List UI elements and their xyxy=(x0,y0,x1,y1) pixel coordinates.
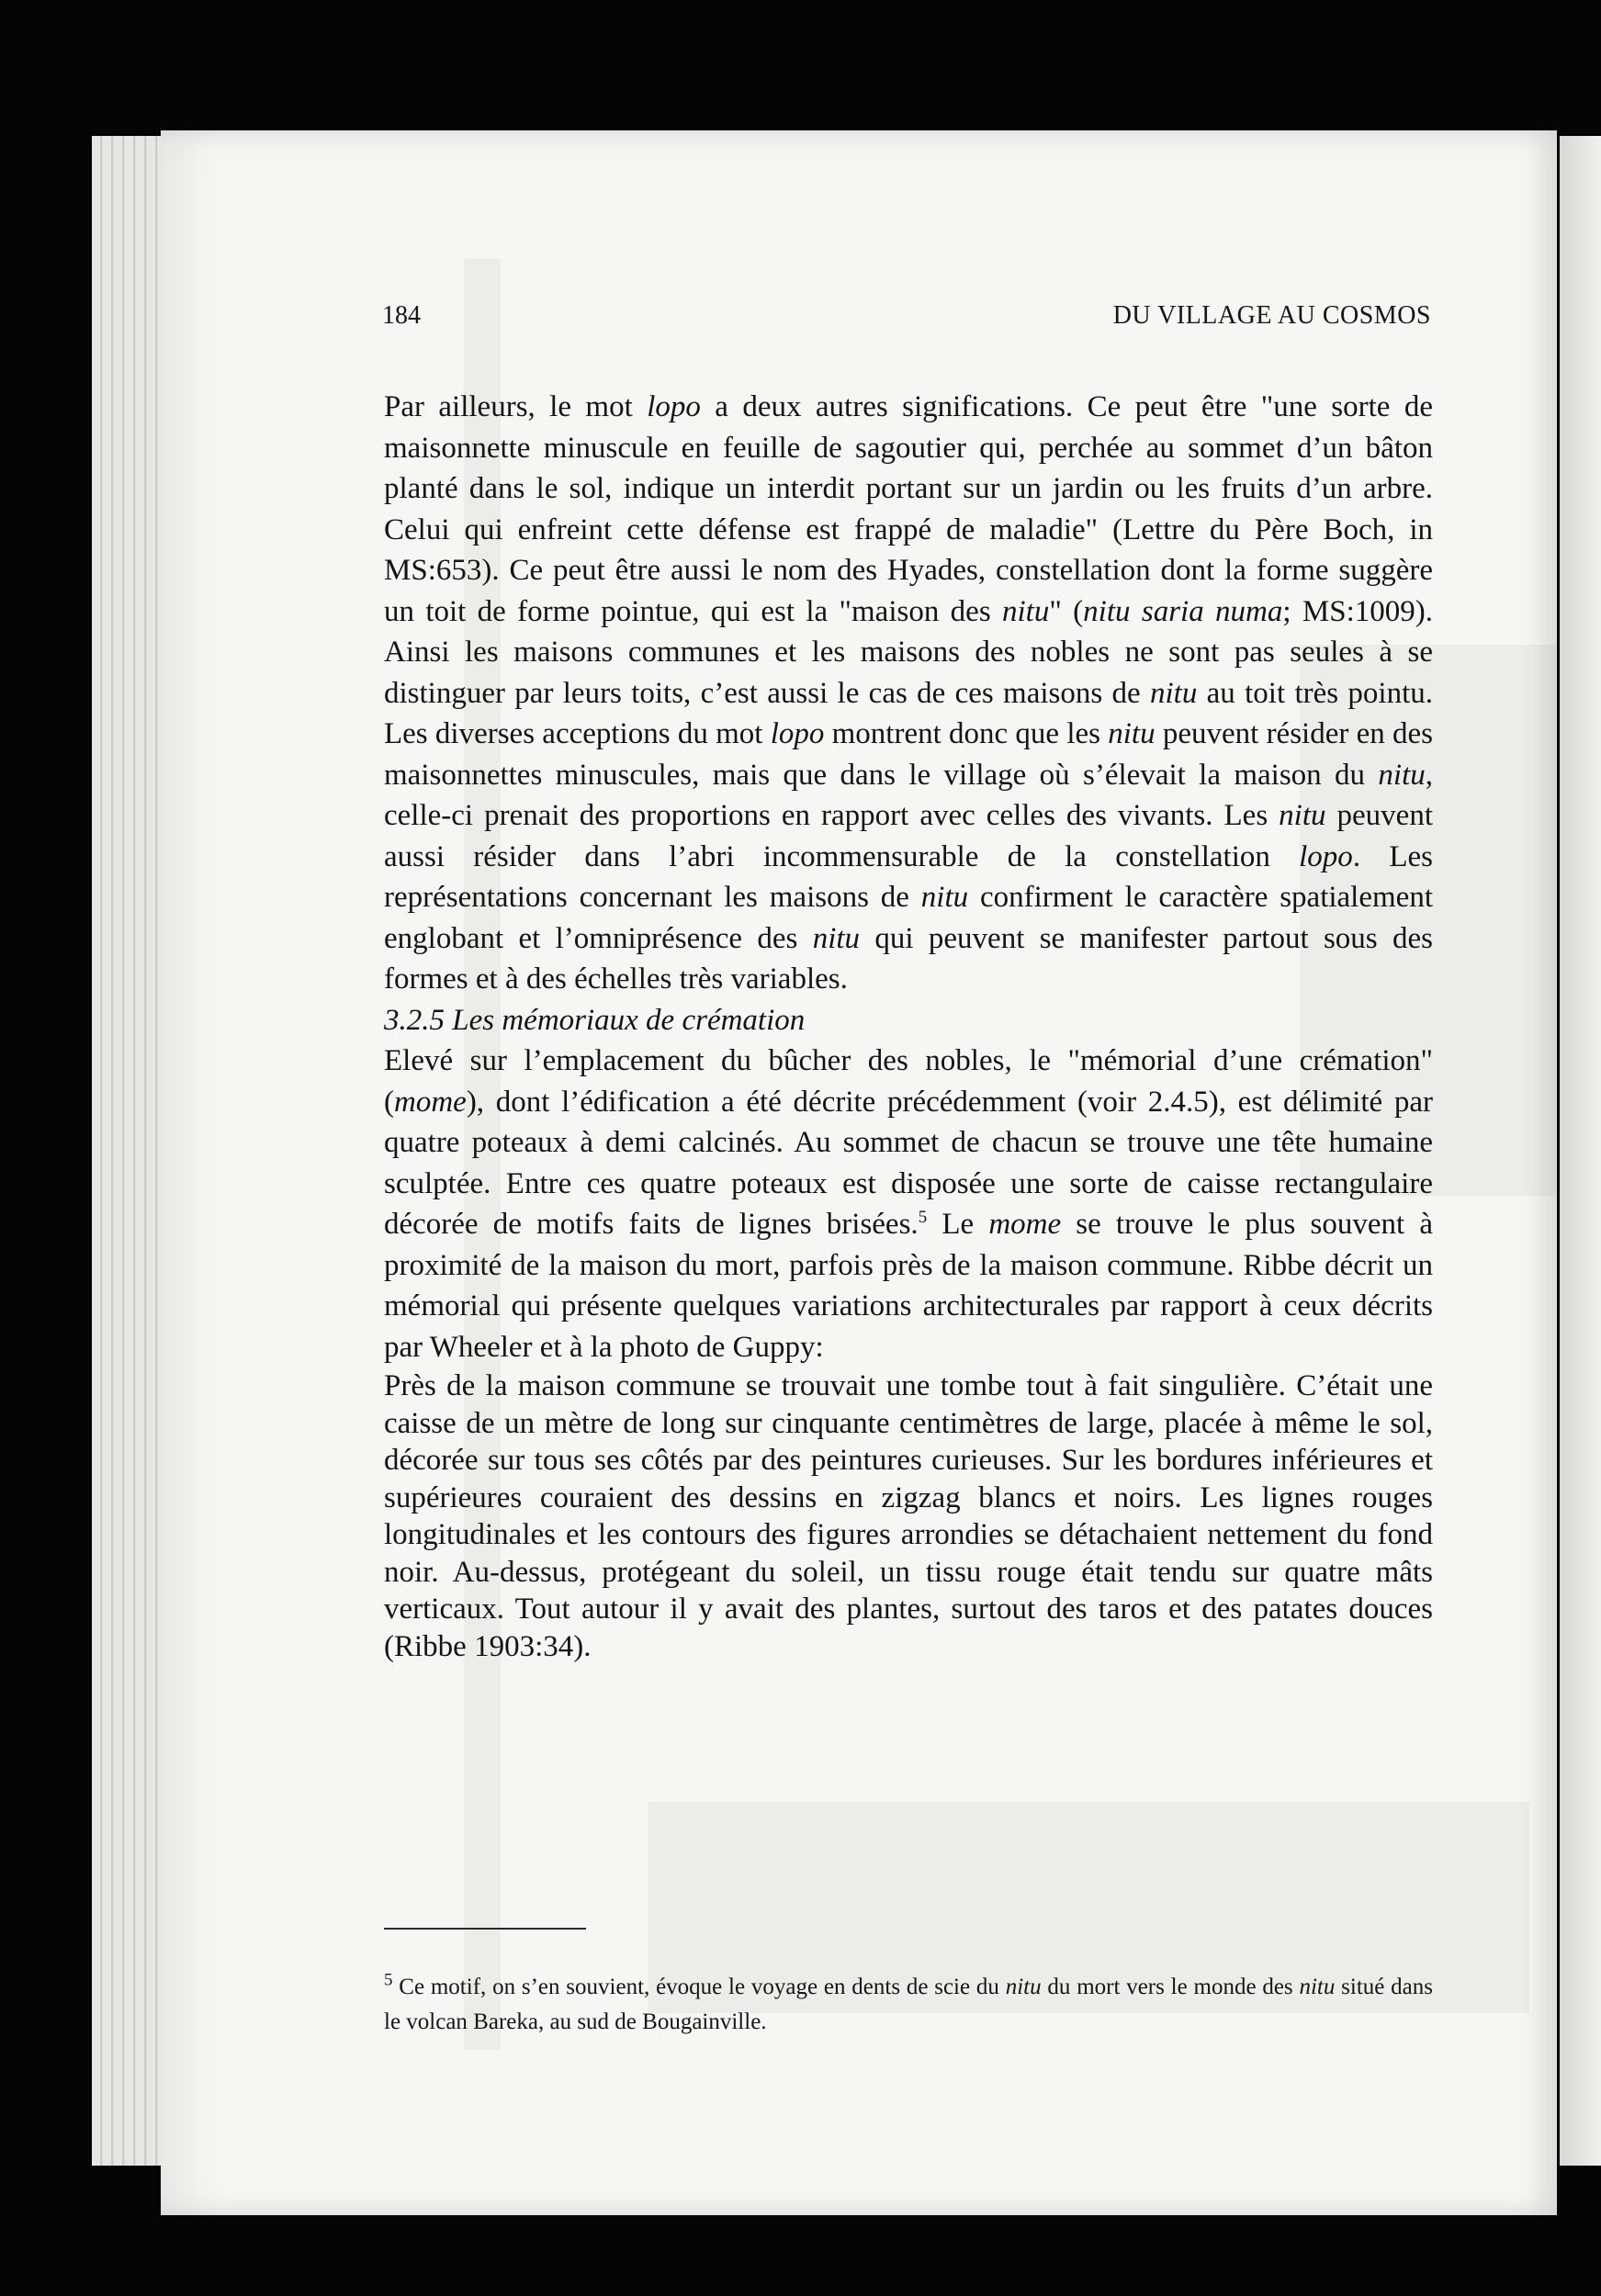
text-run: situé dans le volcan Bareka, au sud de Bougainville. xyxy=(384,1975,1434,2034)
text-run: qui peuvent se manifester partout sous des formes et à des échelles très variables. xyxy=(384,921,1433,996)
italic-term: lopo xyxy=(647,390,701,423)
text-run: Elevé sur l’emplacement du bûcher des nobles, le "mémorial d’une crémation" ( xyxy=(384,1044,1433,1119)
text-run: ), dont l’édification a été décrite précédemment (voir 2.4.5), est délimité par quatre poteaux à demi calcinés. Au sommet de chacun se trouve une tête humaine sculptée. Entre ces quatre poteaux est disposée une sorte de caisse rectangulaire décorée de motifs faits de lignes brisées. xyxy=(384,1085,1433,1241)
text-run: Ce motif, on s’en souvient, évoque le voyage en dents de scie du xyxy=(392,1975,1006,1999)
italic-term: nitu xyxy=(920,881,969,914)
footnote-marker: 5 xyxy=(384,1970,393,1990)
page-number: 184 xyxy=(382,301,421,330)
italic-term: nitu xyxy=(1108,717,1156,750)
text-run: du mort vers le monde des xyxy=(1041,1975,1300,1999)
text-run: confirment le caractère spatialement englobant et l’omniprésence des xyxy=(384,881,1433,955)
text-run: au toit très pointu. Les diverses acceptions du mot xyxy=(384,676,1433,750)
italic-term: mome xyxy=(988,1208,1062,1241)
section-heading: 3.2.5 Les mémoriaux de crémation xyxy=(384,1003,806,1037)
italic-term: nitu xyxy=(1005,1975,1042,1999)
paragraph xyxy=(384,387,1433,1000)
italic-term: nitu xyxy=(1279,799,1326,832)
italic-term: lopo xyxy=(1299,839,1353,873)
italic-term: nitu xyxy=(812,921,861,955)
text-run: Par ailleurs, le mot xyxy=(384,390,648,423)
main-text xyxy=(384,387,1433,1665)
italic-term: lopo xyxy=(770,717,825,750)
text-run: " ( xyxy=(1049,594,1084,628)
text-run: ; MS:1009). Ainsi les maisons communes et les maisons des nobles ne sont pas seules à se distinguer par leurs toits, c’est aussi le cas de ces maisons de xyxy=(384,594,1433,710)
italic-term: nitu xyxy=(1378,758,1426,792)
text-run: peuvent aussi résider dans l’abri incommensurable de la constellation xyxy=(384,799,1433,873)
italic-term: nitu xyxy=(1150,676,1198,710)
italic-term: mome xyxy=(394,1085,467,1119)
text-run: peuvent résider en des maisonnettes minuscules, mais que dans le village où s’élevait la maison du xyxy=(384,717,1434,792)
footnote-marker: 5 xyxy=(918,1208,928,1227)
text-run: , celle-ci prenait des proportions en rapport avec celles des vivants. Les xyxy=(384,758,1433,832)
running-title: DU VILLAGE AU COSMOS xyxy=(1112,301,1431,330)
text-run: montrent donc que les xyxy=(824,717,1109,750)
text-run: Le xyxy=(927,1208,989,1241)
paragraph xyxy=(384,1041,1433,1367)
footnote-divider xyxy=(384,1928,586,1930)
text-run: se trouve le plus souvent à proximité de la maison du mort, parfois près de la maison commune. Ribbe décrit un mémorial qui présente quelques variations architecturales par rapport à ceux décrits par Wheeler et à la photo de Guppy: xyxy=(384,1208,1433,1364)
italic-term: nitu saria numa xyxy=(1083,594,1283,628)
facing-page-edge xyxy=(1560,136,1601,2166)
block-quote: Près de la maison commune se trouvait une tombe tout à fait singulière. C’était une caisse de un mètre de long sur cinquante centimètres de large, placée à même le sol, décorée sur tous ses côtés par des peintures curieuses. Sur les bordures inférieures et supérieures couraient des dessins en zigzag blancs et noirs. Les lignes rouges longitudinales et les contours des figures arrondies se détachaient nettement du fond noir. Au-dessus, protégeant du soleil, un tissu rouge était tendu sur quatre mâts verticaux. Tout autour il y avait des plantes, surtout des taros et des patates douces (Ribbe 1903:34). xyxy=(384,1369,1433,1663)
italic-term: nitu xyxy=(1002,594,1050,628)
italic-term: nitu xyxy=(1299,1975,1336,1999)
text-run: a deux autres significations. Ce peut être "une sorte de maisonnette minuscule en feuille de sagoutier qui, perchée au sommet d’un bâton planté dans le sol, indique un interdit portant sur un jardin ou les fruits d’un arbre. Celui qui enfreint cette défense est frappé de maladie" (Lettre du Père Boch, in MS:653). Ce peut être aussi le nom des Hyades, constellation dont la forme suggère un toit de forme pointue, qui est la "maison des xyxy=(384,390,1433,628)
footnote xyxy=(384,1970,1433,2040)
text-run: . Les représentations concernant les maisons de xyxy=(384,839,1433,914)
